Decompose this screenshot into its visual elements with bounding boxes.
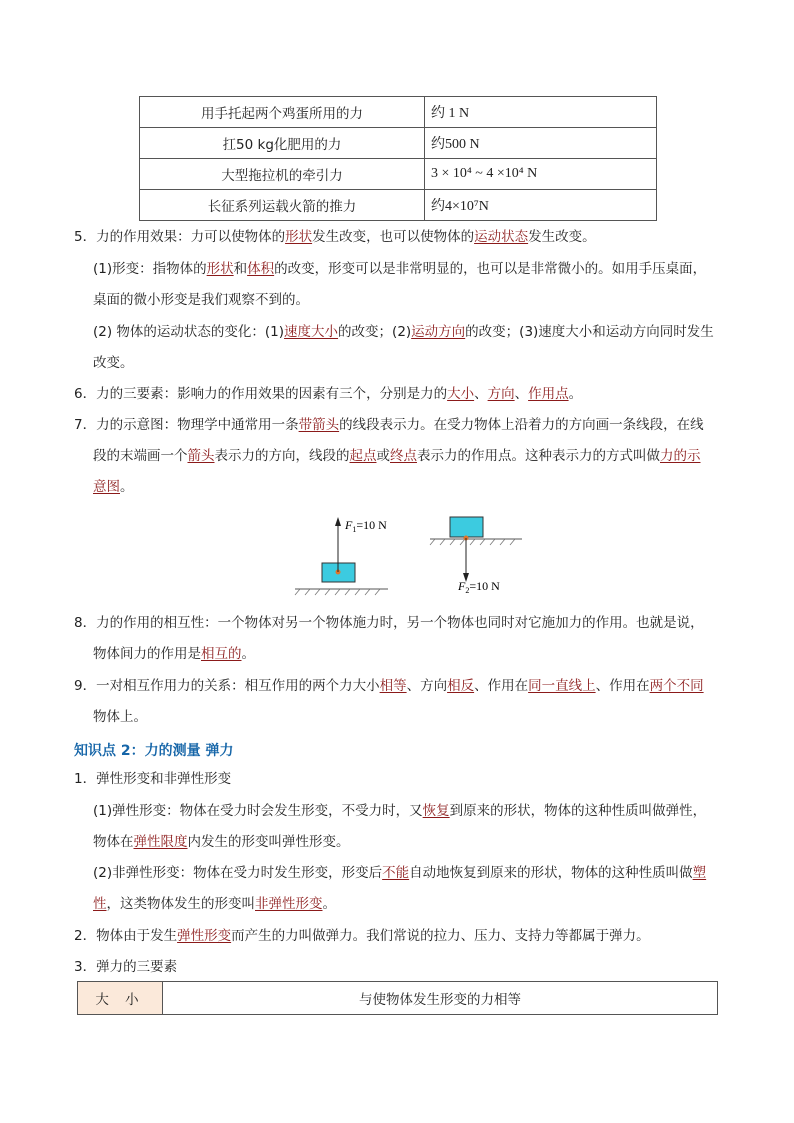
arrowhead-up-icon [335,517,341,526]
table-cell: 扛50 kg化肥用的力 [140,128,425,159]
item-3: 3．弹力的三要素 [74,959,178,975]
section-heading: 知识点 2：力的测量 弹力 [74,743,234,759]
paragraph-5-1: (1)形变：指物体的形状和体积的改变，形变可以是非常明显的，也可以是非常微小的。如用手压桌面， 桌面的微小形变是我们观察不到的。 [93,261,707,308]
item-1-1: (1)弹性形变：物体在受力时会发生形变，不受力时，又恢复到原来的形状，物体的这种性质叫做弹性， 物体在弹性限度内发生的形变叫弹性形变。 [93,803,707,850]
table-row [140,159,657,190]
paragraph-6: 6．力的三要素：影响力的作用效果的因素有三个，分别是力的大小、方向、作用点。 [74,386,583,402]
item-1: 1．弹性形变和非弹性形变 [74,771,232,787]
item-2: 2．物体由于发生弹性形变而产生的力叫做弹力。我们常说的拉力、压力、支持力等都属于弹力。 [74,928,650,944]
block-right [450,517,483,537]
table-cell: 约500 N [425,128,657,159]
table-cell: 长征系列运载火箭的推力 [140,190,425,221]
table-cell: 与使物体发生形变的力相等 [163,982,718,1015]
force-diagram [290,512,530,602]
table-row [140,97,657,128]
paragraph-5-2: (2) 物体的运动状态的变化：(1)速度大小的改变；(2)运动方向的改变；(3)速度大小和运动方向同时发生 改变。 [93,324,714,371]
paragraph-8: 8．力的作用的相互性：一个物体对另一个物体施力时，另一个物体也同时对它施加力的作用。也就是说， 物体间力的作用是相互的。 [74,615,704,662]
table-cell-label: 大 小 [78,982,163,1015]
table-row [140,190,657,221]
ground-hatch-left [295,589,380,595]
force-examples-table [139,96,657,221]
table-row [140,128,657,159]
ground-hatch-right [430,539,515,545]
paragraph-5: 5．力的作用效果：力可以使物体的形状发生改变，也可以使物体的运动状态发生改变。 [74,229,596,245]
paragraph-9: 9．一对相互作用力的关系：相互作用的两个力大小相等、方向相反、作用在同一直线上、作用在两个不同 物体上。 [74,678,704,725]
table-cell: 约4×10⁷N [425,190,657,221]
elastic-force-table [77,981,718,1015]
table-cell: 约 1 N [425,97,657,128]
table-cell: 大型拖拉机的牵引力 [140,159,425,190]
table-row [78,982,718,1015]
f1-label: $F_1=10$ N [345,518,387,534]
paragraph-7: 7．力的示意图：物理学中通常用一条带箭头的线段表示力。在受力物体上沿着力的方向画一条线段，在线 段的末端画一个箭头表示力的方向，线段的起点或终点表示力的作用点。这种表示力的方式叫做力的示 意图。 [74,417,704,495]
item-1-2: (2)非弹性形变：物体在受力时发生形变，形变后不能自动地恢复到原来的形状，物体的这种性质叫做塑 性，这类物体发生的形变叫非弹性形变。 [93,865,707,912]
table-cell: 3 × 10⁴ ~ 4 ×10⁴ N [425,159,657,190]
table-cell: 用手托起两个鸡蛋所用的力 [140,97,425,128]
f2-label: $F_2=10$ N [458,579,500,595]
